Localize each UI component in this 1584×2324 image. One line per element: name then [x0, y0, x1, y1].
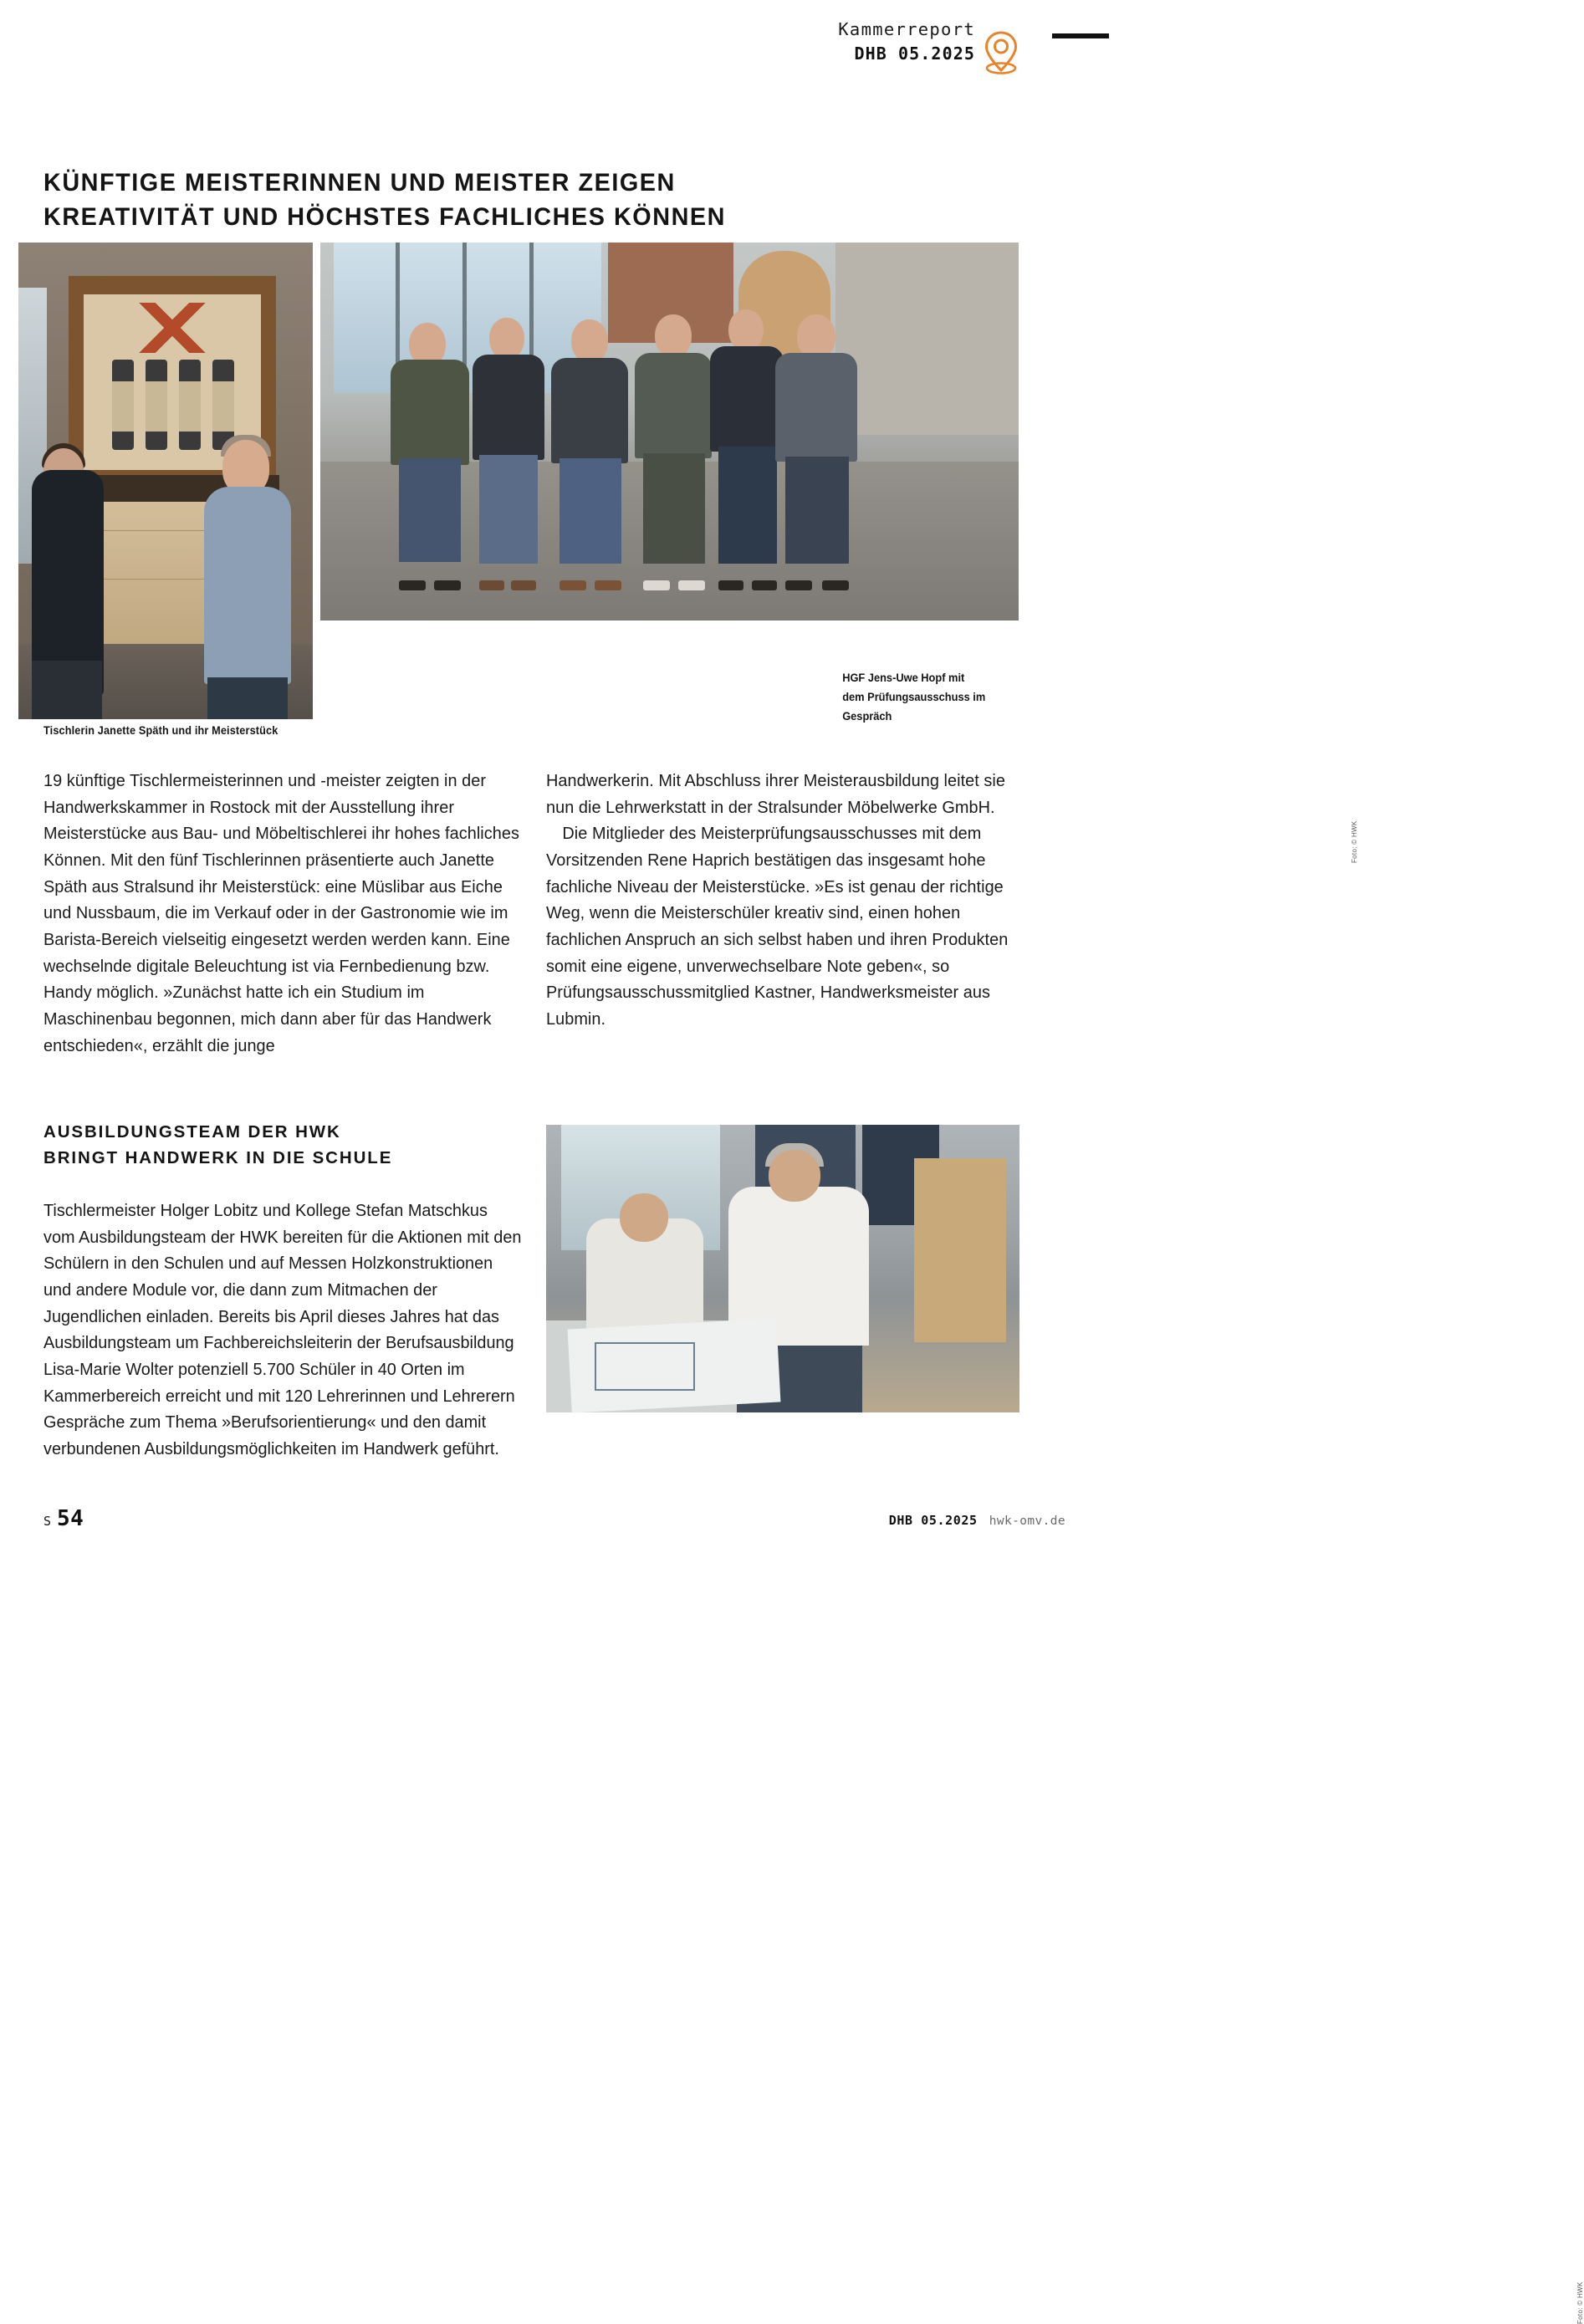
photo-credit: Foto: © HWK [1576, 2281, 1584, 2324]
article-1-headline-line-1: KÜNFTIGE MEISTERINNEN UND MEISTER ZEIGEN [43, 169, 676, 197]
article-1-headline-line-2: KREATIVITÄT UND HÖCHSTES FACHLICHES KÖNNEN [43, 203, 726, 232]
caption-line-3: Gespräch [842, 710, 892, 723]
photo-scene [320, 243, 1019, 621]
footer-url[interactable]: hwk-omv.de [989, 1514, 1065, 1528]
article-1-column-left [43, 768, 530, 1059]
caption-line-2: dem Prüfungsausschuss im [842, 691, 986, 704]
footer-issue: DHB 05.2025 [888, 1513, 978, 1528]
article-2-headline-line-2: BRINGT HANDWERK IN DIE SCHULE [43, 1148, 393, 1168]
article-1-column-right [546, 768, 1033, 1033]
photo-right-caption [830, 657, 1009, 740]
footer-meta [889, 1513, 1065, 1528]
paragraph: Handwerkerin. Mit Abschluss ihrer Meisterausbildung leitet sie nun die Lehrwerkstatt in der Stralsunder Möbelwerke GmbH. [546, 771, 1005, 817]
photo-scene [18, 243, 313, 719]
paragraph: Die Mitglieder des Meisterprüfungsausschusses mit dem Vorsitzenden Rene Haprich bestätigen das insgesamt hohe fachliche Niveau der Meisterstücke. »Es ist genau der richtige Weg, wenn die Meisterschüler kreativ sind, einen hohen fachlichen Anspruch an sich selbst haben und ihren Produkten somit eine eigene, unverwechselbare Note geben«, so Prüfungsausschussmitglied Kastner, Handwerksmeister aus Lubmin. [546, 824, 1009, 1029]
article-2-body [43, 1198, 522, 1463]
photo-credit: Foto: © HWK [1351, 820, 1358, 863]
paragraph: 19 künftige Tischlermeisterinnen und -meister zeigten in der Handwerkskammer in Rostock mit der Ausstellung ihrer Meisterstücke aus Bau- und Möbeltischlerei ihr hohes fachliches Können. Mit den fünf Tischlerinnen präsentierte auch Janette Späth aus Stralsund ihr Meisterstück: eine Müslibar aus Eiche und Nussbaum, die im Verkauf oder in der Gastronomie wie im Barista-Bereich vielseitig eingesetzt werden werden kann. Eine wechselnde digitale Beleuchtung ist via Fernbedienung bzw. Handy möglich. »Zunächst hatte ich ein Studium im Maschinenbau begonnen, mich dann aber für das Handwerk entschieden«, erzählt die junge [43, 771, 519, 1055]
caption-line-1: HGF Jens-Uwe Hopf mit [842, 672, 965, 684]
photo-tischlerin-meisterstueck [18, 243, 313, 719]
header-kammerreport-label: Kammerreport [838, 19, 975, 39]
page-header [607, 18, 1109, 77]
location-pin-icon [982, 30, 1020, 75]
header-issue-label: DHB 05.2025 [854, 43, 975, 64]
article-2-headline [43, 1119, 512, 1171]
header-titles [838, 18, 975, 65]
header-rule [1052, 33, 1109, 38]
article-1-headline [43, 166, 927, 234]
footer-page-number: 54 [57, 1506, 84, 1531]
paragraph: Tischlermeister Holger Lobitz und Kollege Stefan Matschkus vom Ausbildungsteam der HWK bereiten für die Aktionen mit den Schülern in den Schulen und auf Messen Holzkonstruktionen und andere Module vor, die dann zum Mitmachen der Jugendlichen einladen. Bereits bis April dieses Jahres hat das Ausbildungsteam um Fachbereichsleiterin der Berufsausbildung Lisa-Marie Wolter potenziell 5.700 Schüler in 40 Orten im Kammerbereich erreicht und mit 120 Lehrerinnen und Lehrerern Gespräche zum Thema »Berufsorientierung« und den damit verbundenen Ausbildungsmöglichkeiten im Handwerk geführt. [43, 1201, 522, 1459]
footer-page-indicator [43, 1506, 84, 1531]
photo-left-caption: Tischlerin Janette Späth und ihr Meisterstück [43, 724, 278, 737]
footer-page-prefix: S [43, 1514, 52, 1529]
article-2-headline-line-1: AUSBILDUNGSTEAM DER HWK [43, 1122, 341, 1142]
photo-scene [546, 1125, 1019, 1412]
